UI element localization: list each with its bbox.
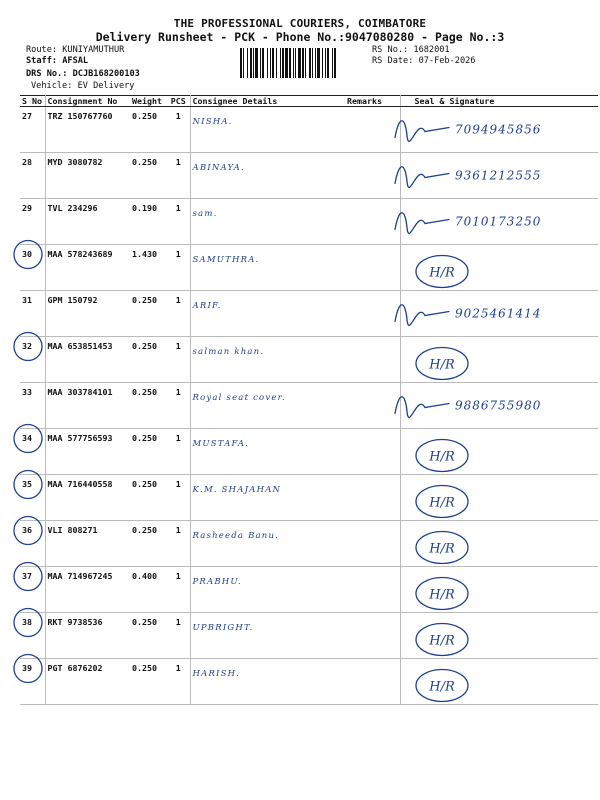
col-header-consignment: Consignment No [45,96,130,107]
row-consignee [190,429,345,475]
signature-text: H/R [429,357,455,373]
row-pcs: 1 [167,383,190,429]
row-weight: 0.250 [130,337,167,383]
table-row [20,245,598,291]
row-weight: 0.250 [130,153,167,199]
table-header-row [20,96,598,107]
row-consignment-no: MAA 714967245 [45,567,130,613]
row-signature [400,383,598,429]
consignee-handwriting: HARISH. [192,669,241,679]
row-consignment-no: MAA 653851453 [45,337,130,383]
row-remarks [345,337,400,383]
consignee-handwriting: SAMUTHRA. [192,255,260,265]
row-sno: 38 [20,613,45,659]
row-pcs: 1 [167,429,190,475]
row-consignee [190,153,345,199]
signature-text: H/R [429,495,455,511]
row-weight: 0.250 [130,659,167,705]
row-consignment-no: VLI 808271 [45,521,130,567]
route-label: Route: KUNIYAMUTHUR [26,45,125,55]
consignee-handwriting: MUSTAFA. [192,439,250,449]
runsheet-table [20,95,598,705]
row-pcs: 1 [167,245,190,291]
company-title: THE PROFESSIONAL COURIERS, COIMBATORE [173,17,427,30]
row-weight: 1.430 [130,245,167,291]
table-row [20,613,598,659]
row-remarks [345,291,400,337]
row-sno: 34 [20,429,45,475]
signature-text: H/R [429,633,455,649]
row-weight: 0.250 [130,475,167,521]
vehicle-label: Vehicle: EV Delivery [31,81,135,91]
row-consignment-no: MAA 577756593 [45,429,130,475]
row-consignee [190,383,345,429]
row-weight: 0.190 [130,199,167,245]
row-pcs: 1 [167,337,190,383]
signature-text: H/R [429,679,455,695]
signature-text: H/R [429,265,455,281]
row-signature [400,153,598,199]
runsheet-subtitle: Delivery Runsheet - PCK - Phone No.:9047080280 - Page No.:3 [95,30,505,44]
table-row [20,521,598,567]
row-weight: 0.250 [130,291,167,337]
table-row [20,337,598,383]
table-row [20,153,598,199]
row-sno: 33 [20,383,45,429]
consignee-handwriting: UPBRIGHT. [192,623,254,633]
row-pcs: 1 [167,107,190,153]
consignee-handwriting: Royal seat cover. [192,393,286,403]
row-pcs: 1 [167,475,190,521]
row-weight: 0.250 [130,429,167,475]
table-row [20,475,598,521]
row-remarks [345,475,400,521]
row-remarks [345,383,400,429]
col-header-signature: Seal & Signature [400,96,598,107]
col-header-consignee: Consignee Details [190,96,345,107]
table-row [20,567,598,613]
col-header-remarks: Remarks [345,96,400,107]
row-weight: 0.250 [130,383,167,429]
col-header-sno: S No [20,96,45,107]
signature-text: H/R [429,541,455,557]
row-pcs: 1 [167,659,190,705]
row-signature [400,429,598,475]
signature-phone: 9886755980 [455,398,542,413]
row-signature [400,567,598,613]
consignee-handwriting: NISHA. [192,117,233,127]
table-row [20,659,598,705]
drs-number: DCJB168200103 [72,69,140,79]
signature-phone: 9361212555 [455,168,542,183]
row-consignment-no: MYD 3080782 [45,153,130,199]
row-consignee [190,107,345,153]
row-signature [400,337,598,383]
staff-name: AFSAL [62,56,89,66]
col-header-weight: Weight [130,96,167,107]
row-signature [400,613,598,659]
row-remarks [345,153,400,199]
table-row [20,199,598,245]
row-pcs: 1 [167,153,190,199]
row-signature [400,475,598,521]
drs-line [26,69,140,80]
consignee-handwriting: Rasheeda Banu. [192,531,280,541]
row-remarks [345,245,400,291]
row-remarks [345,567,400,613]
staff-label: Staff: [26,56,58,66]
row-consignment-no: MAA 716440558 [45,475,130,521]
consignee-handwriting: ARIF. [192,301,222,311]
row-sno: 31 [20,291,45,337]
row-sno: 37 [20,567,45,613]
row-consignee [190,475,345,521]
row-pcs: 1 [167,291,190,337]
row-consignment-no: RKT 9738536 [45,613,130,659]
consignee-handwriting: sam. [192,209,218,219]
row-consignee [190,567,345,613]
row-remarks [345,521,400,567]
row-sno: 29 [20,199,45,245]
row-sno: 39 [20,659,45,705]
row-pcs: 1 [167,613,190,659]
rs-number: RS No.: 1682001 [372,45,450,55]
row-signature [400,521,598,567]
row-sno: 30 [20,245,45,291]
row-remarks [345,429,400,475]
row-consignee [190,291,345,337]
signature-phone: 9025461414 [455,306,542,321]
table-row [20,383,598,429]
row-remarks [345,613,400,659]
drs-label: DRS No.: [26,69,68,79]
table-row [20,107,598,153]
consignee-handwriting: ABINAYA. [192,163,245,173]
row-sno: 36 [20,521,45,567]
consignee-handwriting: PRABHU. [192,577,242,587]
row-weight: 0.250 [130,107,167,153]
signature-phone: 7094945856 [455,122,542,137]
row-sno: 32 [20,337,45,383]
consignee-handwriting: K.M. SHAJAHAN [192,485,282,495]
row-sno: 35 [20,475,45,521]
row-consignment-no: MAA 303784101 [45,383,130,429]
row-consignee [190,337,345,383]
rs-date: RS Date: 07-Feb-2026 [372,56,476,66]
row-signature [400,245,598,291]
row-consignee [190,245,345,291]
signature-text: H/R [429,587,455,603]
row-consignee [190,199,345,245]
row-weight: 0.400 [130,567,167,613]
row-signature [400,659,598,705]
signature-phone: 7010173250 [455,214,542,229]
row-consignment-no: TVL 234296 [45,199,130,245]
barcode-image [240,48,368,78]
row-pcs: 1 [167,567,190,613]
row-consignment-no: PGT 6876202 [45,659,130,705]
row-consignee [190,521,345,567]
row-remarks [345,659,400,705]
row-remarks [345,107,400,153]
row-pcs: 1 [167,521,190,567]
row-consignment-no: GPM 150792 [45,291,130,337]
consignee-handwriting: salman khan. [192,347,265,357]
row-sno: 28 [20,153,45,199]
row-signature [400,291,598,337]
row-weight: 0.250 [130,613,167,659]
col-header-pcs: PCS [167,96,190,107]
row-consignment-no: MAA 578243689 [45,245,130,291]
row-pcs: 1 [167,199,190,245]
row-consignee [190,613,345,659]
signature-text: H/R [429,449,455,465]
staff-line [26,56,88,67]
row-remarks [345,199,400,245]
row-weight: 0.250 [130,521,167,567]
table-row [20,291,598,337]
row-sno: 27 [20,107,45,153]
row-signature [400,107,598,153]
row-consignment-no: TRZ 150767760 [45,107,130,153]
table-row [20,429,598,475]
row-consignee [190,659,345,705]
row-signature [400,199,598,245]
